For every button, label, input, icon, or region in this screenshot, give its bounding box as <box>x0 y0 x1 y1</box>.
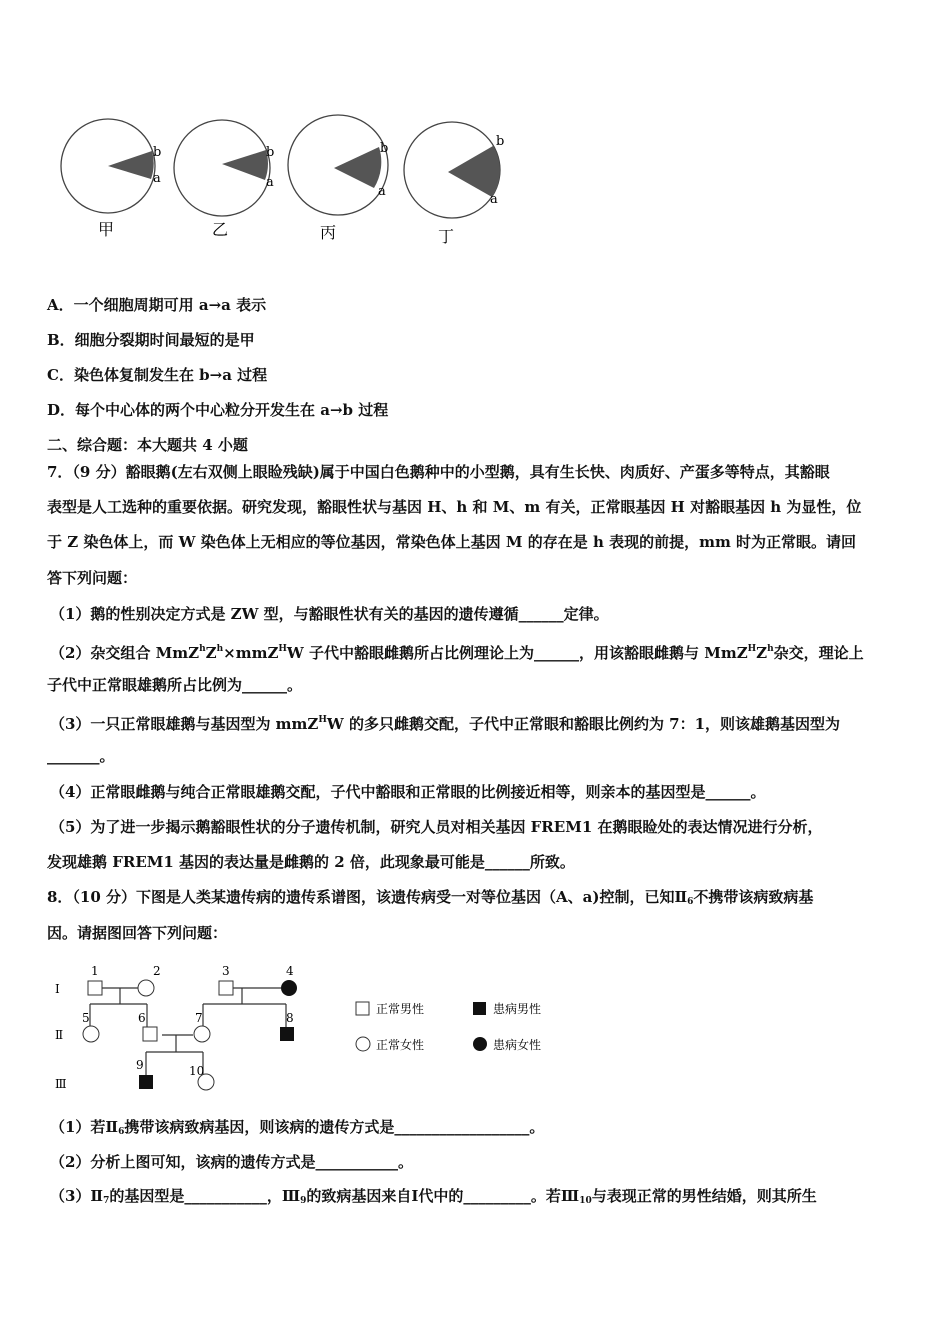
text-segment: 6 <box>687 897 694 907</box>
text-segment: （2）杂交组合 MmZ <box>50 644 200 662</box>
q8-text <box>47 887 813 912</box>
option-a <box>47 295 266 315</box>
text-segment: H <box>278 644 287 654</box>
section-heading <box>47 435 248 455</box>
option-c <box>47 365 267 385</box>
text-segment: 发现雄鹅 FREM1 基因的表达量是雌鹅的 2 倍，此现象最可能是______所致。 <box>47 853 575 871</box>
pedigree-chart <box>40 955 600 1095</box>
text-segment: H <box>747 644 757 654</box>
text-segment: 因。请据图回答下列问题： <box>47 924 228 942</box>
text-segment: 7 <box>103 1196 110 1206</box>
q7-text <box>47 462 830 482</box>
individual-5 <box>83 1026 99 1042</box>
text-segment: Z <box>205 644 217 662</box>
text-segment: 与表现正常的男性结婚，则其所生 <box>591 1187 817 1205</box>
q7-sub2 <box>47 675 302 695</box>
text-segment: 不携带该病致病基 <box>693 888 814 906</box>
text-segment: 9 <box>300 1196 307 1206</box>
text-segment: 于 Z 染色体上，而 W 染色体上无相应的等位基因，常染色体上基因 M 的存在是 h 表现的前提，mm 时为正常眼。请回 <box>47 533 857 551</box>
generation-label-3: Ⅲ <box>55 1077 67 1091</box>
q7-sub3 <box>47 746 115 766</box>
individual-2 <box>138 980 154 996</box>
text-segment: （1）鹅的性别决定方式是 ZW 型，与豁眼性状有关的基因的遗传遵循______定律。 <box>50 605 609 623</box>
label: 3 <box>222 964 230 978</box>
text-segment: 携带该病致病基因，则该病的遗传方式是__________________。 <box>124 1118 545 1136</box>
q8-sub1 <box>50 1117 544 1142</box>
q7-sub2 <box>50 639 864 663</box>
q7-sub5 <box>47 852 575 872</box>
text-segment: 表型是人工选种的重要依据。研究发现，豁眼性状与基因 H、h 和 M、m 有关，正常眼基因 H 对豁眼基因 h 为显性，位 <box>47 498 862 516</box>
legend-affected-female: 患病女性 <box>493 1038 542 1052</box>
label-a: a <box>378 184 386 199</box>
text-segment: 二、综合题：本大题共 4 小题 <box>47 436 248 454</box>
individual-6 <box>143 1027 157 1041</box>
label-b: b <box>153 145 162 160</box>
text-segment: h <box>216 644 224 654</box>
individual-1 <box>88 981 102 995</box>
text-segment: 杂交，理论上 <box>773 644 864 662</box>
text-segment: h <box>767 644 774 654</box>
text-segment: 8．（10 分）下图是人类某遗传病的遗传系谱图，该遗传病受一对等位基因（A、a)控制，已知Ⅱ <box>47 888 688 906</box>
text-segment: A．一个细胞周期可用 a→a 表示 <box>47 296 267 314</box>
cycle-diagram-ding <box>404 122 504 246</box>
text-segment: （4）正常眼雌鹅与纯合正常眼雄鹅交配，子代中豁眼和正常眼的比例接近相等，则亲本的基因型是______。 <box>50 783 766 801</box>
text-segment: Z <box>756 644 768 662</box>
q7-sub5 <box>50 817 822 837</box>
text-segment: C．染色体复制发生在 b→a 过程 <box>47 366 268 384</box>
option-d <box>47 400 388 420</box>
pedigree-legend <box>356 1001 541 1052</box>
text-segment: （2）分析上图可知，该病的遗传方式是___________。 <box>50 1153 413 1171</box>
text-segment: 答下列问题： <box>47 569 138 587</box>
text-segment: 10 <box>579 1196 592 1206</box>
text-segment: h <box>199 644 206 654</box>
text-segment: 的基因型是___________，Ⅲ <box>109 1187 301 1205</box>
label-jia: 甲 <box>98 220 115 239</box>
q8-text <box>47 923 227 943</box>
text-segment: （3）一只正常眼雄鹅与基因型为 mmZ <box>50 715 319 733</box>
cycle-diagram-jia <box>61 119 161 239</box>
legend-affected-male: 患病男性 <box>493 1002 542 1016</box>
q8-sub3 <box>50 1186 817 1211</box>
text-segment: 7．（9 分）豁眼鹅(左右双侧上眼睑残缺)属于中国白色鹅种中的小型鹅，具有生长快、肉质好、产蛋多等特点，其豁眼 <box>47 463 830 481</box>
text-segment: 的致病基因来自Ⅰ代中的_________。若Ⅲ <box>306 1187 580 1205</box>
q8-sub2 <box>50 1152 413 1172</box>
label-b: b <box>496 134 505 149</box>
cell-cycle-figure <box>40 100 520 250</box>
label-b: b <box>380 141 389 156</box>
label: 8 <box>286 1011 294 1025</box>
q7-sub1 <box>50 604 609 624</box>
individual-8 <box>280 1027 294 1041</box>
label-bing: 丙 <box>320 223 337 242</box>
label-b: b <box>266 145 275 160</box>
text-segment: 子代中正常眼雄鹅所占比例为______。 <box>47 676 303 694</box>
q7-sub4 <box>50 782 765 802</box>
label: 7 <box>195 1011 203 1025</box>
option-b <box>47 330 255 350</box>
individual-4 <box>281 980 297 996</box>
individual-9 <box>139 1075 153 1089</box>
label-ding: 丁 <box>438 227 455 246</box>
label-a: a <box>490 192 498 207</box>
generation-label-2: Ⅱ <box>55 1028 64 1042</box>
label-yi: 乙 <box>212 220 229 239</box>
label-a: a <box>153 171 161 186</box>
q7-text <box>47 568 137 588</box>
text-segment: B．细胞分裂期时间最短的是甲 <box>47 331 255 349</box>
text-segment: （3）Ⅱ <box>50 1187 104 1205</box>
q7-sub3 <box>50 710 840 734</box>
individual-3 <box>219 981 233 995</box>
text-segment: H <box>318 715 327 725</box>
text-segment: D．每个中心体的两个中心粒分开发生在 a→b 过程 <box>47 401 389 419</box>
q7-text <box>47 532 856 552</box>
text-segment: _______。 <box>47 747 115 765</box>
cycle-diagram-bing <box>288 115 388 242</box>
label: 4 <box>286 964 294 978</box>
label-a: a <box>266 175 274 190</box>
label: 2 <box>153 964 161 978</box>
label: 10 <box>189 1064 205 1078</box>
text-segment: W 子代中豁眼雌鹅所占比例理论上为______，用该豁眼雌鹅与 MmZ <box>286 644 748 662</box>
text-segment: （5）为了进一步揭示鹅豁眼性状的分子遗传机制，研究人员对相关基因 FREM1 在鹅眼睑处的表达情况进行分析， <box>50 818 823 836</box>
label: 6 <box>138 1011 146 1025</box>
label: 1 <box>91 964 99 978</box>
generation-label-1: Ⅰ <box>55 982 60 996</box>
label: 9 <box>136 1058 144 1072</box>
text-segment: 6 <box>118 1127 125 1137</box>
legend-normal-female: 正常女性 <box>376 1038 425 1052</box>
q7-text <box>47 497 861 517</box>
cycle-diagram-yi <box>174 120 274 239</box>
label: 5 <box>82 1011 90 1025</box>
text-segment: W 的多只雌鹅交配，子代中正常眼和豁眼比例约为 7：1，则该雄鹅基因型为 <box>326 715 841 733</box>
individual-7 <box>194 1026 210 1042</box>
legend-normal-male: 正常男性 <box>376 1002 425 1016</box>
text-segment: ×mmZ <box>223 644 279 662</box>
text-segment: （1）若Ⅱ <box>50 1118 119 1136</box>
